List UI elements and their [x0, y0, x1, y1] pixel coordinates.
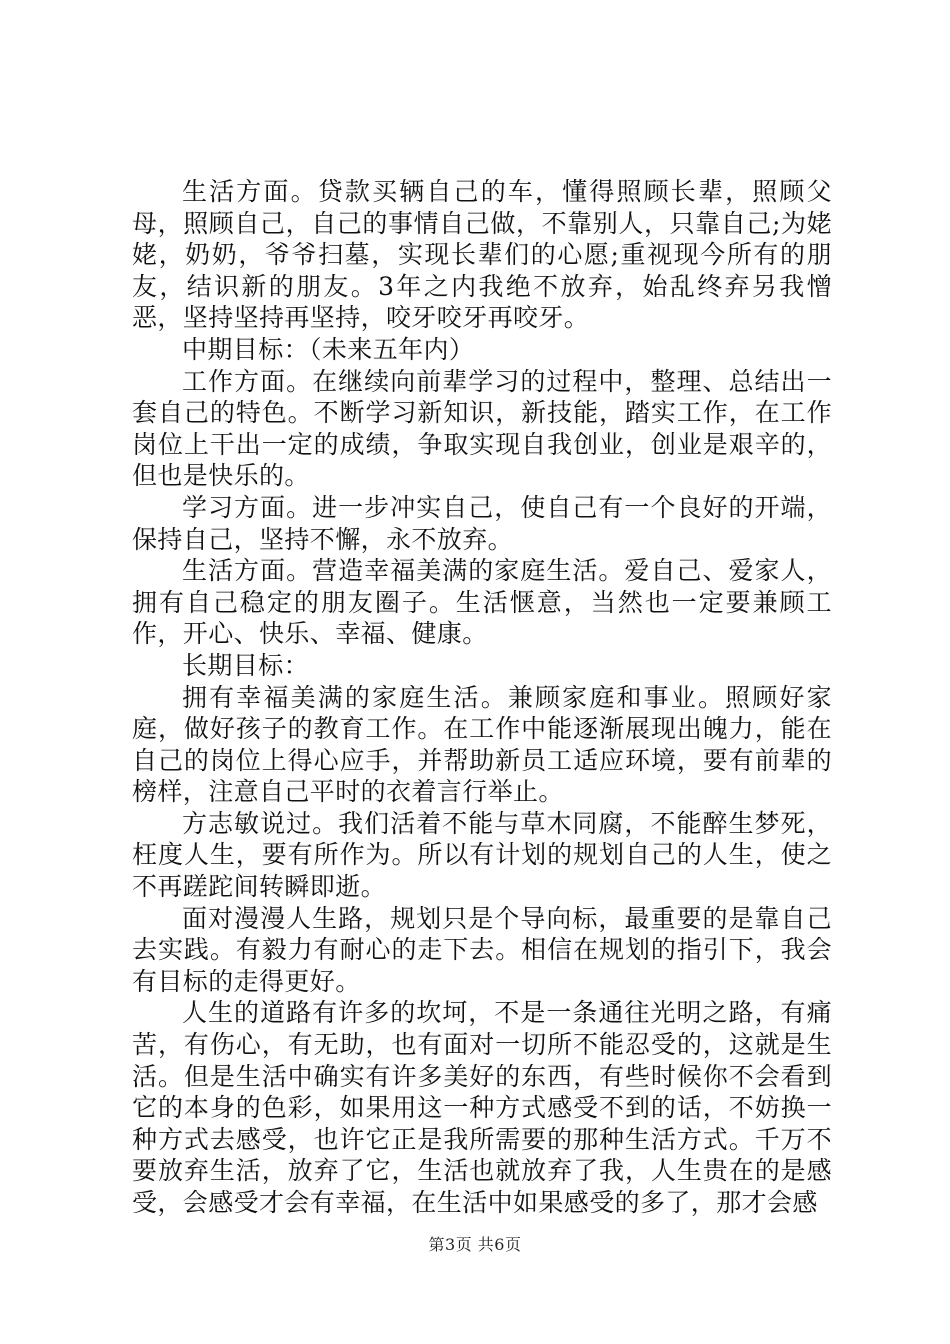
- paragraph-quote: 方志敏说过。我们活着不能与草木同腐，不能醉生梦死，枉度人生，要有所作为。所以有计划的规划自己的人生，使之不再蹉跎间转瞬即逝。: [132, 808, 832, 902]
- page-footer: 第3页 共6页: [428, 1235, 522, 1254]
- paragraph-life-short-term: 生活方面。贷款买辆自己的车，懂得照顾长辈，照顾父母，照顾自己，自己的事情自己做，不靠别人，只靠自己;为姥姥，奶奶，爷爷扫墓，实现长辈们的心愿;重视现今所有的朋友，结识新的朋友。3年之内我绝不放弃，始乱终弃另我憎恶，坚持坚持再坚持，咬牙咬牙再咬牙。: [132, 177, 832, 333]
- heading-long-term-goals: 长期目标：: [182, 650, 310, 680]
- paragraph-life-mid-term: 生活方面。营造幸福美满的家庭生活。爱自己、爱家人，拥有自己稳定的朋友圈子。生活惬意，当然也一定要兼顾工作，开心、快乐、幸福、健康。: [132, 556, 832, 649]
- paragraph-study-mid-term: 学习方面。进一步冲实自己，使自己有一个良好的开端，保持自己，坚持不懈，永不放弃。: [132, 492, 832, 554]
- paragraph-planning: 面对漫漫人生路，规划只是个导向标，最重要的是靠自己去实践。有毅力有耐心的走下去。相信在规划的指引下，我会有目标的走得更好。: [132, 903, 832, 996]
- heading-mid-term-goals: 中期目标：（未来五年内）: [182, 334, 475, 364]
- paragraph-long-term: 拥有幸福美满的家庭生活。兼顾家庭和事业。照顾好家庭，做好孩子的教育工作。在工作中能逐渐展现出魄力，能在自己的岗位上得心应手，并帮助新员工适应环境，要有前辈的榜样，注意自己平时的衣着言行举止。: [132, 682, 832, 807]
- paragraph-life-reflection: 人生的道路有许多的坎坷，不是一条通往光明之路，有痛苦，有伤心，有无助，也有面对一切所不能忍受的，这就是生活。但是生活中确实有许多美好的东西，有些时候你不会看到它的本身的色彩，如果用这一种方式感受不到的话，不妨换一种方式去感受，也许它正是我所需要的那种生活方式。千万不要放弃生活，放弃了它，生活也就放弃了我，人生贵在的是感受，会感受才会有幸福，在生活中如果感受的多了，那才会感: [132, 998, 832, 1217]
- paragraph-work-mid-term: 工作方面。在继续向前辈学习的过程中，整理、总结出一套自己的特色。不断学习新知识，新技能，踏实工作，在工作岗位上干出一定的成绩，争取实现自我创业，创业是艰辛的，但也是快乐的。: [132, 366, 832, 491]
- document-body: [132, 176, 832, 1219]
